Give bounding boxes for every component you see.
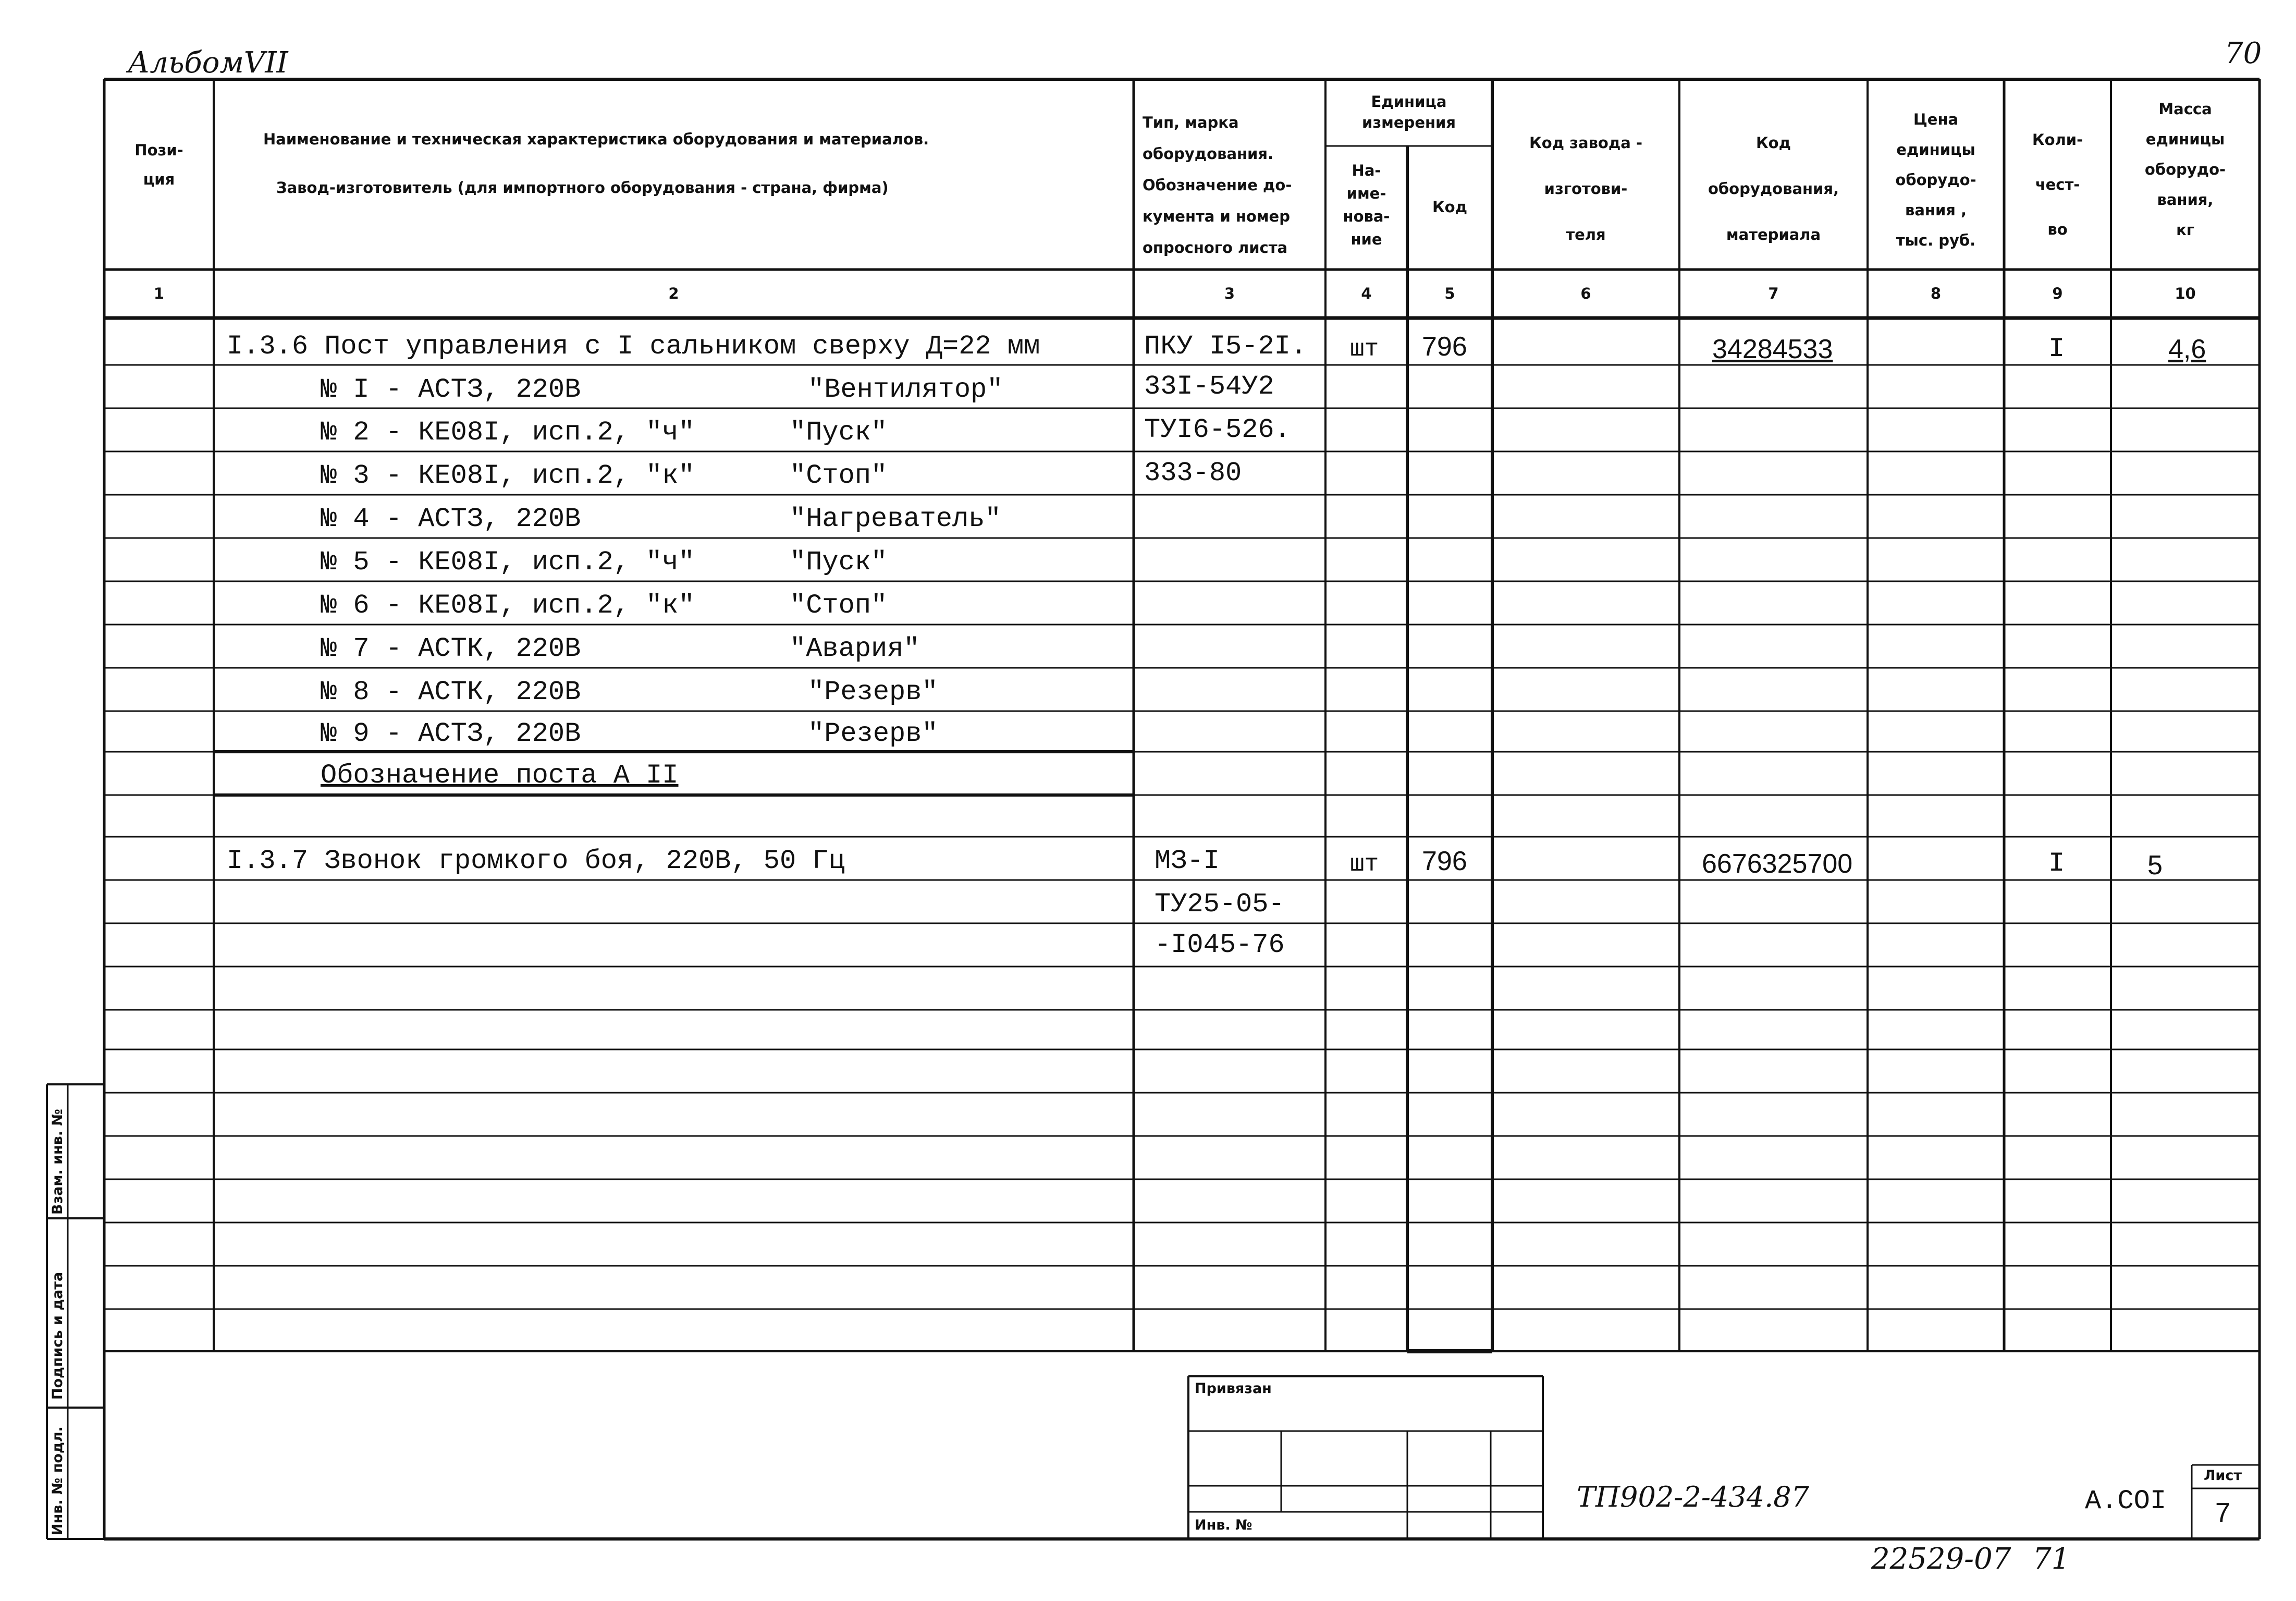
table-row-label: "Пуск" (790, 547, 888, 578)
table-row-name: № 6 - КЕ08I, исп.2, "к" (321, 590, 695, 621)
stamp-signature-date: Подпись и дата (50, 1272, 66, 1400)
table-row-label: "Стоп" (790, 460, 888, 491)
colnum-10: 10 (2175, 285, 2196, 302)
table-row-label: "Резерв" (808, 718, 938, 749)
table-row-unit: шт (1350, 336, 1379, 363)
table-row-label: "Вентилятор" (808, 374, 1003, 405)
table-row-name: № 2 - КЕ08I, исп.2, "ч" (321, 417, 695, 448)
bound-label: Привязан (1195, 1380, 1272, 1397)
table-row-qty: I (2048, 848, 2065, 879)
stamp-vzam-inv: Взам. инв. № (50, 1108, 66, 1215)
colnum-8: 8 (1930, 285, 1942, 302)
header-col7: Код оборудования, материала (1708, 134, 1839, 243)
table-row-qty: I (2048, 334, 2065, 364)
header-col6: Код завода - изготови- теля (1529, 134, 1642, 243)
colnum-6: 6 (1580, 285, 1591, 302)
header-col10: Масса единицы оборудо- вания, кг (2144, 100, 2226, 239)
table-row-name: № 5 - КЕ08I, исп.2, "ч" (321, 547, 695, 578)
bottom-page-number: 71 (2033, 1542, 2070, 1576)
header-col8: Цена единицы оборудо- вания , тыс. руб. (1895, 111, 1976, 249)
table-row-name: № I - АСТЗ, 220В (321, 374, 581, 405)
table-row-code: 796 (1422, 846, 1467, 876)
header-col1: Пози- ция (134, 141, 183, 188)
table-row-type: 33I-54У2 (1144, 371, 1274, 402)
table-row-type: 333-80 (1144, 458, 1242, 488)
header-col5: Код (1432, 198, 1468, 216)
table-row-type: ТУ25-05- (1155, 889, 1285, 920)
table-row-name: № 7 - АСТК, 220В (321, 633, 581, 664)
album-mark: АльбомVII (128, 46, 288, 80)
table-row-type: ПКУ I5-2I. (1144, 331, 1307, 362)
table-row-type: ТУI6-526. (1144, 414, 1291, 445)
header-col4: На- име- нова- ние (1343, 162, 1390, 248)
header-unit-group: Единица измерения (1362, 93, 1456, 131)
table-row-mass: 4,6 (2168, 334, 2206, 364)
table-row-label: "Авария" (790, 633, 920, 664)
table-row-type: МЗ-I (1155, 846, 1220, 876)
table-row-name: № 3 - КЕ08I, исп.2, "к" (321, 460, 695, 491)
table-row-label: "Нагреватель" (790, 504, 1001, 534)
colnum-5: 5 (1444, 285, 1455, 302)
table-row-unit: шт (1350, 851, 1379, 878)
header-col9: Коли- чест- во (2032, 131, 2083, 238)
sheet-mark: А.СОI (2085, 1486, 2167, 1517)
table-row-code: 796 (1422, 332, 1467, 362)
archive-number: 22529-07 (1871, 1542, 2011, 1576)
colnum-3: 3 (1224, 285, 1235, 302)
table-row-type: -I045-76 (1155, 930, 1285, 960)
colnum-4: 4 (1361, 285, 1372, 302)
inv-label: Инв. № (1195, 1517, 1253, 1533)
colnum-1: 1 (153, 285, 165, 302)
header-col3: Тип, марка оборудования. Обозначение до- кумента и номер опросного листа (1143, 114, 1292, 256)
table-row-name: № 8 - АСТК, 220В (321, 677, 581, 707)
header-col2-line2: Завод-изготовитель (для импортного оборудования - страна, фирма) (276, 179, 889, 197)
table-row-name: Обозначение поста А II (321, 760, 679, 791)
page-number: 70 (2225, 36, 2262, 70)
stamp-inv-podl: Инв. № подл. (50, 1426, 66, 1535)
table-row-name: № 9 - АСТЗ, 220В (321, 718, 581, 749)
colnum-2: 2 (668, 285, 679, 302)
colnum-9: 9 (2052, 285, 2063, 302)
table-row-mass: 5 (2147, 850, 2163, 881)
table-row-label: "Стоп" (790, 590, 888, 621)
table-row-name: I.3.7 Звонок громкого боя, 220В, 50 Гц (227, 846, 845, 876)
colnum-7: 7 (1768, 285, 1779, 302)
table-row-name: I.3.6 Пост управления с I сальником сверху Д=22 мм (227, 331, 1040, 362)
table-row-label: "Пуск" (790, 417, 888, 448)
header-col2-line1: Наименование и техническая характеристика оборудования и материалов. (263, 130, 929, 148)
sheet-number: 7 (2215, 1498, 2230, 1528)
table-row-name: № 4 - АСТЗ, 220В (321, 504, 581, 534)
table-row-mcode: 34284533 (1712, 334, 1833, 364)
table-row-label: "Резерв" (808, 677, 938, 707)
sheet-label: Лист (2204, 1468, 2242, 1484)
table-row-mcode: 6676325700 (1702, 849, 1853, 879)
doc-code: ТП902-2-434.87 (1577, 1481, 1809, 1513)
